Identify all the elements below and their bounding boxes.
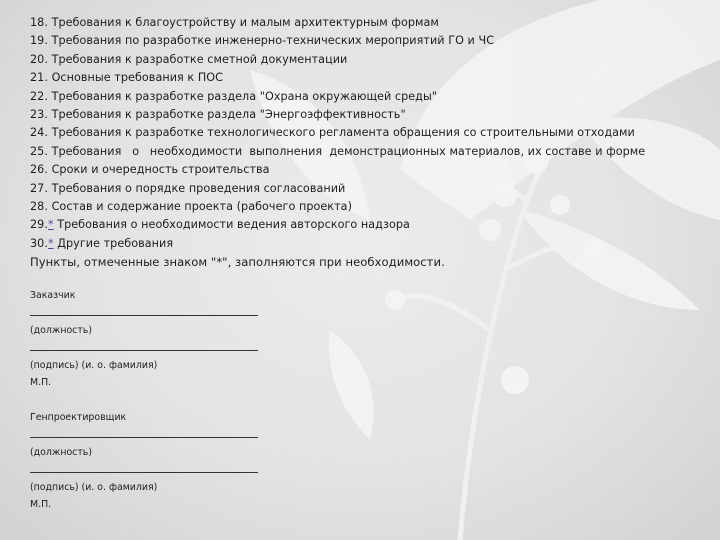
contractor-position-label: (должность) [30,447,92,459]
list-item: 18. Требования к благоустройству и малым архитектурным формам [30,16,439,29]
optional-star-link[interactable]: * [47,218,54,232]
list-item: 26. Сроки и очередность строительства [30,163,270,177]
customer-signature-line [30,339,258,351]
list-item: 25. Требования о необходимости выполнения демонстрационных материалов, их составе и форме [30,144,646,158]
list-item: 22. Требования к разработке раздела "Охрана окружающей среды" [30,89,438,103]
customer-position-line [30,304,258,316]
customer-position-label: (должность) [30,325,92,337]
customer-signature-label: (подпись) (и. о. фамилия) [30,360,158,372]
contractor-signature-label: (подпись) (и. о. фамилия) [30,482,158,494]
list-item: 28. Состав и содержание проекта (рабочего проекта) [30,199,352,213]
list-item: 19. Требования по разработке инженерно-технических мероприятий ГО и ЧС [30,34,495,48]
customer-signature-block [30,287,710,391]
contractor-position-line [30,426,258,438]
list-item: 23. Требования к разработке раздела "Энергоэффективность" [30,107,406,121]
document-content [30,14,710,513]
list-item: 24. Требования к разработке технологического регламента обращения со строительными отходами [30,126,635,140]
contractor-title: Генпроектировщик [30,412,127,424]
customer-stamp-label: М.П. [30,377,52,389]
optional-note: Пункты, отмеченные знаком "*", заполняются при необходимости. [30,255,445,270]
list-item-optional: 30.* Другие требования [30,236,174,250]
optional-star-link[interactable]: * [47,236,54,250]
list-item: 21. Основные требования к ПОС [30,71,224,85]
requirements-list [30,14,710,271]
contractor-signature-line [30,461,258,473]
list-item: 20. Требования к разработке сметной документации [30,52,348,66]
contractor-signature-block [30,409,710,513]
contractor-stamp-label: М.П. [30,499,52,511]
list-item: 27. Требования о порядке проведения согласований [30,181,346,195]
list-item-optional: 29.* Требования о необходимости ведения авторского надзора [30,218,410,232]
customer-title: Заказчик [30,290,76,302]
